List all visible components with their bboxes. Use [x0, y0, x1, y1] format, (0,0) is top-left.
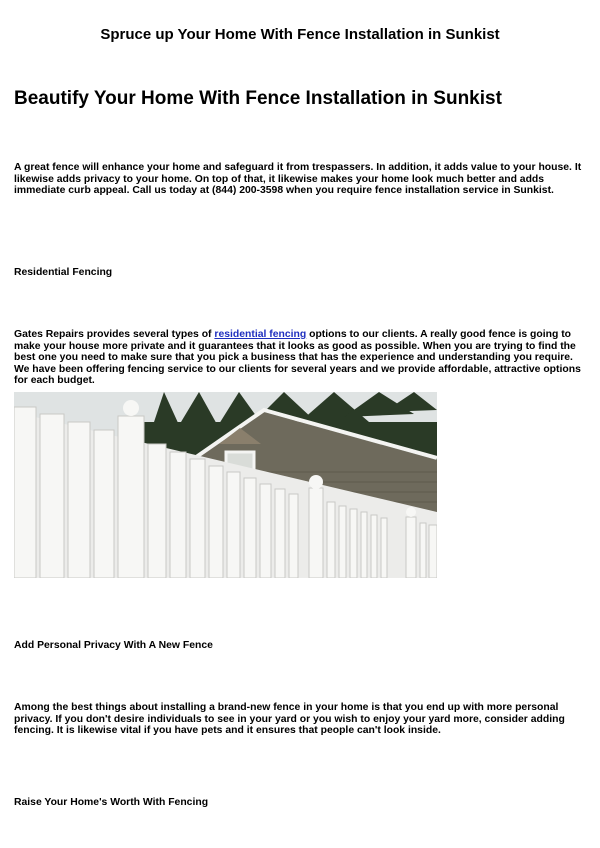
- residential-fencing-heading: Residential Fencing: [14, 267, 113, 278]
- fence-photo: [14, 392, 437, 578]
- privacy-paragraph: Among the best things about installing a brand-new fence in your home is that you end up with more personal privacy. If you don't desire individuals to see in your yard or you wish to enjoy your yard more, consider adding fencing. It is likewise vital if you have pets and it ensures that people can't look inside.: [14, 702, 565, 737]
- residential-fencing-link[interactable]: residential fencing: [214, 329, 307, 340]
- paragraph-text-start: Gates Repairs provides several types of: [14, 329, 215, 340]
- residential-fencing-paragraph: [14, 329, 586, 387]
- privacy-heading: Add Personal Privacy With A New Fence: [14, 640, 213, 651]
- intro-paragraph: A great fence will enhance your home and safeguard it from trespassers. In addition, it adds value to your house. It likewise adds privacy to your home. On top of that, it likewise makes your home look much better and adds immediate curb appeal. Call us today at (844) 200-3598 when you require fence installation service in Sunkist.: [14, 162, 582, 197]
- page-title: Spruce up Your Home With Fence Installation in Sunkist: [100, 26, 500, 43]
- main-heading: Beautify Your Home With Fence Installation in Sunkist: [14, 88, 502, 109]
- paragraph-text-end: options to our clients. A really good fence is going to make your house more private and it guarantees that it looks as good as possible. When you are trying to find the best one you need to make sure that you pick a business that has the experience and understanding you require. We have been offering fencing service to our clients for several years and we provide affordable, attractive options for each budget.: [14, 329, 581, 387]
- home-worth-heading: Raise Your Home's Worth With Fencing: [14, 797, 209, 808]
